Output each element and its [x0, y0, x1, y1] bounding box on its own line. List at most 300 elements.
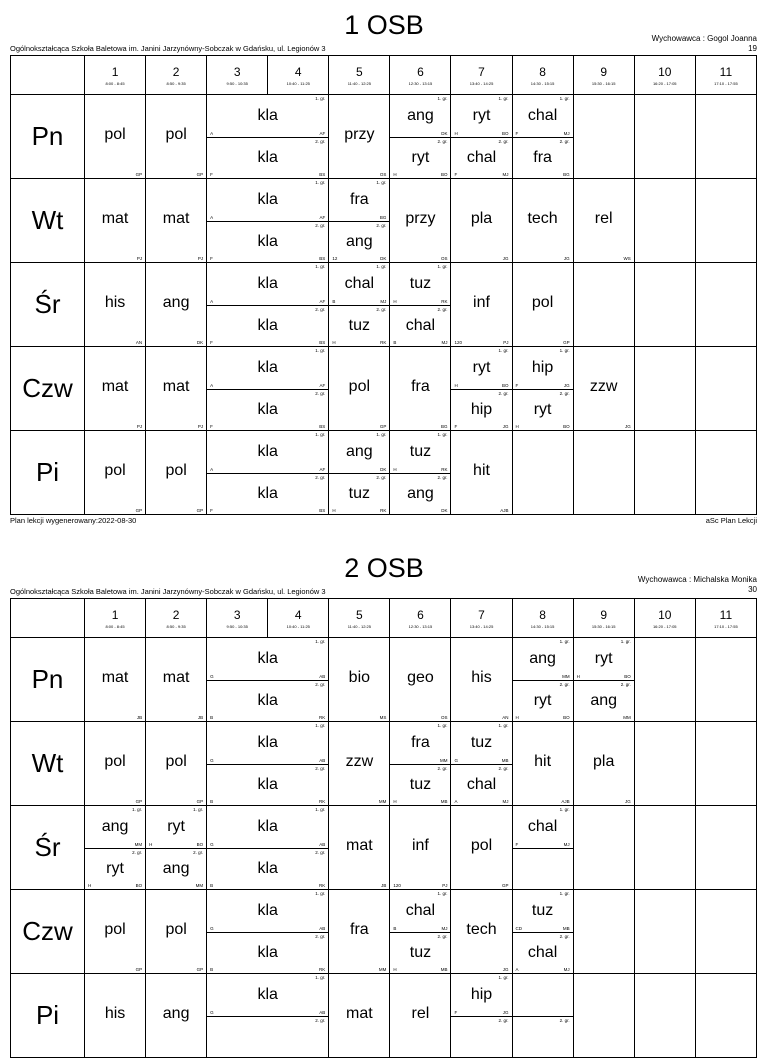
period-number: 4: [294, 65, 302, 79]
period-number: 1: [111, 608, 119, 622]
lesson-content: [513, 722, 573, 805]
lesson-content: [146, 638, 206, 721]
class-title: 1 OSB: [344, 10, 424, 40]
lesson-cell: [207, 974, 329, 1058]
subject: ryt: [106, 859, 124, 877]
teacher-code: MM: [134, 841, 143, 847]
class-title: 2 OSB: [344, 553, 424, 583]
subject: rel: [594, 209, 613, 227]
period-time: 17:10 - 17:55: [714, 624, 738, 629]
subject: hip: [470, 400, 493, 418]
group-label: 1. gr.: [376, 264, 387, 269]
lesson-content: [146, 722, 206, 805]
lesson-content: [635, 974, 695, 1057]
subject: pol: [104, 920, 126, 938]
lesson-cell: [451, 806, 512, 890]
subject: pla: [470, 209, 493, 227]
school-name: Ogólnokształcąca Szkoła Baletowa im. Janini Jarzynówny-Sobczak w Gdańsku, ul. Legionów 3: [10, 587, 326, 596]
subject: kla: [257, 649, 278, 667]
period-time: 8:50 - 9:35: [166, 624, 186, 629]
room-code: A: [210, 130, 214, 136]
room-code: H: [332, 340, 336, 345]
subject: pol: [165, 125, 187, 143]
teacher-code: AB: [319, 925, 326, 931]
lesson-cell: [512, 806, 573, 890]
room-code: B: [393, 925, 397, 931]
group-label: 1. gr.: [132, 807, 143, 812]
lesson-cell: [512, 638, 573, 722]
group-label: 1. gr.: [315, 723, 326, 728]
lesson-content: [696, 638, 756, 721]
teacher-code: MJ: [441, 340, 448, 345]
group-label: 2. gr.: [376, 474, 387, 480]
teacher-room: 30: [748, 585, 757, 594]
lesson-content: [513, 638, 573, 721]
group-label: 2. gr.: [559, 390, 570, 396]
room-code: 12: [332, 256, 338, 261]
group-2-slot: [513, 680, 573, 722]
room-code: F: [210, 172, 213, 177]
room-code: F: [515, 130, 519, 136]
lesson-content: [574, 722, 634, 805]
lesson-cell: [451, 722, 512, 806]
subject: zzw: [589, 377, 618, 395]
subject: ang: [346, 232, 373, 250]
teacher-code: BS: [319, 508, 326, 513]
lesson-cell: [634, 722, 695, 806]
group-label: 2. gr.: [193, 849, 204, 855]
subject: pol: [165, 461, 187, 479]
subject: chal: [527, 943, 558, 961]
lesson-content: [574, 890, 634, 973]
group-2-slot: [85, 848, 145, 890]
teacher-code: PJ: [136, 256, 143, 261]
period-number: 7: [478, 65, 485, 79]
room-code: CD: [515, 925, 523, 931]
lesson-content: [451, 974, 511, 1057]
subject: mat: [346, 836, 373, 854]
lesson-content: [696, 890, 756, 973]
subject: ryt: [411, 148, 430, 166]
lesson-cell: [329, 806, 390, 890]
teacher-code: AF: [319, 214, 326, 220]
teacher-code: MJ: [380, 298, 387, 304]
group-label: 2. gr.: [315, 390, 326, 396]
lesson-content: [85, 638, 145, 721]
group-label: 2. gr.: [498, 390, 509, 396]
teacher-code: RK: [380, 508, 387, 513]
group-label: 1. gr.: [437, 96, 448, 101]
subject: ryt: [472, 358, 491, 376]
group-label: 1. gr.: [315, 264, 326, 269]
lesson-cell: [451, 890, 512, 974]
group-label: 2. gr.: [437, 306, 448, 312]
teacher-code: MJ: [563, 130, 570, 136]
lesson-cell: [512, 890, 573, 974]
teacher-code: OS: [440, 256, 448, 261]
subject: tuz: [409, 442, 432, 460]
teacher-code: MJ: [563, 841, 570, 847]
lesson-content: [390, 806, 450, 889]
room-code: A: [210, 466, 214, 472]
subject: kla: [257, 985, 278, 1003]
period-number: 8: [539, 65, 546, 79]
group-label: 2. gr.: [559, 933, 570, 939]
lesson-content: [146, 806, 206, 889]
teacher-code: BS: [319, 424, 326, 429]
period-number: 7: [478, 608, 485, 622]
software-label: aSc Plan Lekcji: [705, 516, 757, 525]
lesson-content: [696, 974, 756, 1057]
lesson-content: [207, 890, 328, 973]
subject: chal: [466, 775, 497, 793]
teacher-code: GP: [563, 340, 570, 345]
group-1-slot: [390, 722, 450, 764]
teacher-code: PJ: [197, 256, 204, 261]
lesson-cell: [390, 890, 451, 974]
lesson-cell: [329, 890, 390, 974]
teacher-code: GP: [196, 799, 204, 804]
subject: kla: [257, 733, 278, 751]
period-number: 11: [719, 65, 733, 79]
teacher-code: RK: [380, 340, 387, 345]
teacher-code: MM: [439, 757, 448, 763]
teacher-code: GP: [502, 883, 509, 888]
subject: mat: [162, 377, 190, 395]
group-2-slot: [513, 932, 573, 974]
subject: tuz: [409, 274, 432, 292]
teacher-code: BO: [563, 715, 570, 720]
group-1-slot: [513, 638, 573, 680]
room-code: H: [454, 382, 458, 388]
teacher-code: DK: [196, 340, 204, 345]
group-label: 2. gr.: [315, 849, 326, 855]
room-code: H: [393, 799, 397, 804]
lesson-content: [574, 806, 634, 889]
subject: tuz: [531, 901, 554, 919]
period-header: [268, 599, 329, 638]
lesson-cell: [146, 806, 207, 890]
group-label: 2. gr.: [315, 306, 326, 312]
group-label: 2. gr.: [315, 1017, 326, 1023]
period-time: 13:40 - 14:25: [469, 81, 494, 86]
teacher-code: AN: [502, 715, 509, 720]
lesson-cell: [85, 722, 146, 806]
lesson-cell: [695, 890, 756, 974]
teacher-code: MM: [623, 715, 631, 720]
day-label: Pn: [11, 638, 85, 722]
group-label: 2. gr.: [437, 474, 448, 480]
teacher-code: JG: [502, 967, 509, 972]
subject: kla: [257, 274, 278, 292]
room-code: H: [393, 967, 397, 972]
room-code: H: [576, 673, 580, 679]
period-number: 10: [658, 65, 672, 79]
room-code: F: [210, 424, 213, 429]
lesson-content: [207, 722, 328, 805]
teacher-code: BS: [319, 172, 326, 177]
period-time: 10:40 - 11:25: [286, 81, 310, 86]
teacher-code: AB: [319, 757, 326, 763]
subject: kla: [257, 442, 278, 460]
room-code: H: [393, 298, 397, 304]
subject: kla: [257, 901, 278, 919]
teacher-code: DK: [380, 256, 387, 261]
group-label: 2. gr.: [437, 138, 448, 144]
teacher-code: JG: [502, 424, 509, 429]
group-1-slot: [390, 890, 450, 932]
teacher-code: WS: [623, 256, 631, 261]
lesson-content: [85, 722, 145, 805]
teacher-code: RK: [441, 298, 448, 304]
group-label: 1. gr.: [437, 432, 448, 437]
subject: tuz: [409, 775, 432, 793]
subject: tech: [466, 920, 497, 938]
subject: fra: [411, 377, 430, 395]
subject: hit: [473, 461, 490, 479]
subject: mat: [101, 668, 129, 686]
subject: mat: [101, 377, 129, 395]
lesson-content: [696, 722, 756, 805]
teacher-code: GP: [196, 508, 204, 513]
lesson-content: [451, 806, 511, 889]
teacher-code: MM: [562, 673, 570, 679]
subject: fra: [411, 733, 430, 751]
subject: chal: [527, 817, 558, 835]
group-1-slot: [513, 806, 573, 848]
teacher-code: GP: [196, 967, 204, 972]
room-code: H: [515, 424, 519, 429]
subject: kla: [257, 148, 278, 166]
period-number: 10: [658, 608, 672, 622]
teacher-code: MJ: [502, 172, 509, 177]
period-number: 3: [233, 608, 241, 622]
subject: fra: [533, 148, 552, 166]
teacher-code: AB: [319, 1009, 326, 1015]
room-code: F: [454, 1009, 458, 1015]
subject: pla: [592, 752, 615, 770]
subject: pol: [348, 377, 371, 395]
lesson-content: [696, 806, 756, 889]
group-label: 1. gr.: [559, 891, 570, 896]
subject: ang: [529, 649, 556, 667]
lesson-content: [635, 890, 695, 973]
subject: kla: [257, 817, 278, 835]
group-label: 1. gr.: [376, 432, 387, 437]
period-header: [390, 599, 451, 638]
subject: rel: [411, 1004, 430, 1022]
period-header: [695, 599, 756, 638]
room-code: A: [210, 382, 214, 388]
subject: hip: [470, 985, 493, 1003]
teacher-code: RK: [441, 466, 448, 472]
teacher-code: MJ: [502, 799, 509, 804]
period-number: 3: [233, 65, 241, 79]
group-1-slot: [207, 806, 328, 848]
room-code: A: [454, 799, 458, 804]
period-number: 5: [356, 65, 363, 79]
lesson-content: [451, 722, 511, 805]
homeroom-teacher: [638, 575, 757, 595]
room-code: F: [515, 841, 519, 847]
period-time: 17:10 - 17:55: [714, 81, 738, 86]
group-label: 1. gr.: [315, 975, 326, 980]
group-label: 1. gr.: [498, 96, 509, 101]
subject: pol: [531, 293, 554, 311]
subject: pol: [104, 461, 126, 479]
teacher-code: GP: [379, 424, 387, 429]
teacher-code: BO: [502, 382, 509, 388]
lesson-cell: [695, 638, 756, 722]
lesson-content: [513, 890, 573, 973]
lesson-cell: [85, 890, 146, 974]
teacher-code: GP: [196, 172, 204, 177]
subject: przy: [344, 125, 375, 143]
group-2-slot: [207, 680, 328, 722]
subject: hit: [534, 752, 552, 770]
teacher-code: BG: [563, 172, 570, 177]
group-label: 2. gr.: [132, 849, 143, 855]
teacher-code: JB: [136, 715, 143, 720]
period-time: 12:30 - 13:15: [408, 624, 433, 629]
room-code: F: [210, 508, 213, 513]
lesson-cell: [573, 890, 634, 974]
period-number: 6: [417, 65, 424, 79]
lesson-content: [329, 638, 389, 721]
period-header: [451, 599, 512, 638]
group-label: 1. gr.: [437, 891, 448, 896]
subject: ryt: [472, 106, 491, 124]
day-label: Pn: [11, 95, 85, 179]
teacher-code: BS: [319, 340, 326, 345]
teacher-code: RK: [319, 883, 326, 888]
teacher-code: MB: [440, 967, 448, 972]
lesson-content: [390, 722, 450, 805]
group-label: 2. gr.: [315, 222, 326, 228]
period-number: 2: [172, 65, 180, 79]
room-code: H: [454, 130, 458, 136]
group-2-slot: [574, 680, 634, 722]
teacher-code: MJ: [563, 967, 570, 972]
subject: mat: [162, 668, 190, 686]
group-label: 2. gr.: [498, 765, 509, 771]
group-label: 2. gr.: [315, 681, 326, 687]
room-code: H: [149, 841, 153, 847]
subject: his: [104, 293, 126, 311]
subject: kla: [257, 943, 278, 961]
lesson-content: [329, 806, 389, 889]
teacher-code: DK: [380, 466, 387, 472]
teacher-code: GP: [135, 967, 143, 972]
generated-date: Plan lekcji wygenerowany:2022-08-30: [10, 516, 137, 525]
teacher-code: RK: [319, 967, 326, 972]
subject: kla: [257, 691, 278, 709]
lesson-content: [390, 974, 450, 1057]
period-number: 11: [719, 608, 733, 622]
group-label: 2. gr.: [376, 222, 387, 228]
period-time: 9:50 - 10:35: [226, 624, 248, 629]
lesson-cell: [85, 638, 146, 722]
teacher-code: MS: [379, 715, 387, 720]
period-time: 15:30 - 16:15: [591, 81, 616, 86]
teacher-code: JB: [381, 883, 387, 888]
subject: tuz: [470, 733, 493, 751]
teacher-code: BO: [440, 172, 448, 177]
group-label: 1. gr.: [559, 807, 570, 812]
lesson-cell: [207, 806, 329, 890]
period-header: [512, 599, 573, 638]
subject: chal: [466, 148, 497, 166]
subject: his: [471, 668, 492, 686]
room-code: F: [210, 340, 213, 345]
group-2-slot: [207, 764, 328, 806]
lesson-content: [451, 890, 511, 973]
subject: inf: [473, 293, 490, 311]
room-code: F: [515, 382, 519, 388]
period-number: 6: [417, 608, 424, 622]
timetable-grid: [10, 598, 757, 1058]
group-1-slot: [451, 722, 511, 764]
period-time: 8:00 - 8:45: [105, 624, 125, 629]
group-label: 1. gr.: [315, 807, 326, 812]
subject: chal: [405, 901, 436, 919]
period-number: 9: [600, 608, 607, 622]
teacher-code: AJB: [561, 799, 570, 804]
subject: ang: [162, 293, 190, 311]
subject: chal: [405, 316, 436, 334]
lesson-content: [513, 974, 573, 1057]
group-label: 1. gr.: [315, 432, 326, 437]
lesson-content: [146, 890, 206, 973]
lesson-cell: [512, 722, 573, 806]
subject: kla: [257, 106, 278, 124]
lesson-cell: [695, 722, 756, 806]
subject: bio: [348, 668, 371, 686]
group-label: 1. gr.: [498, 975, 509, 980]
lesson-content: [146, 974, 206, 1057]
lesson-cell: [390, 638, 451, 722]
group-1-slot: [85, 806, 145, 848]
room-code: G: [454, 757, 458, 763]
group-label: 1. gr.: [498, 723, 509, 728]
period-time: 8:00 - 8:45: [105, 81, 125, 86]
lesson-cell: [634, 890, 695, 974]
teacher-code: JB: [197, 715, 204, 720]
teacher-code: MM: [195, 883, 204, 888]
group-label: 1. gr.: [193, 807, 204, 812]
subject: kla: [257, 859, 278, 877]
lesson-content: [85, 806, 145, 889]
period-number: 1: [111, 65, 119, 79]
subject: fra: [350, 190, 369, 208]
teacher-label: Wychowawca : Michalska Monika: [637, 575, 757, 584]
lesson-cell: [573, 974, 634, 1058]
lesson-cell: [634, 806, 695, 890]
teacher-code: BO: [135, 883, 143, 888]
subject: pol: [165, 920, 187, 938]
group-label: 2. gr.: [437, 765, 448, 771]
group-label: 1. gr.: [559, 348, 570, 353]
period-time: 12:30 - 13:15: [408, 81, 433, 86]
teacher-code: RK: [319, 715, 326, 720]
subject: ang: [162, 1004, 190, 1022]
room-code: H: [515, 715, 519, 720]
subject: ang: [407, 106, 434, 124]
room-code: H: [393, 466, 397, 472]
teacher-code: OS: [379, 172, 387, 177]
lesson-cell: [573, 638, 634, 722]
subject: mat: [101, 209, 129, 227]
